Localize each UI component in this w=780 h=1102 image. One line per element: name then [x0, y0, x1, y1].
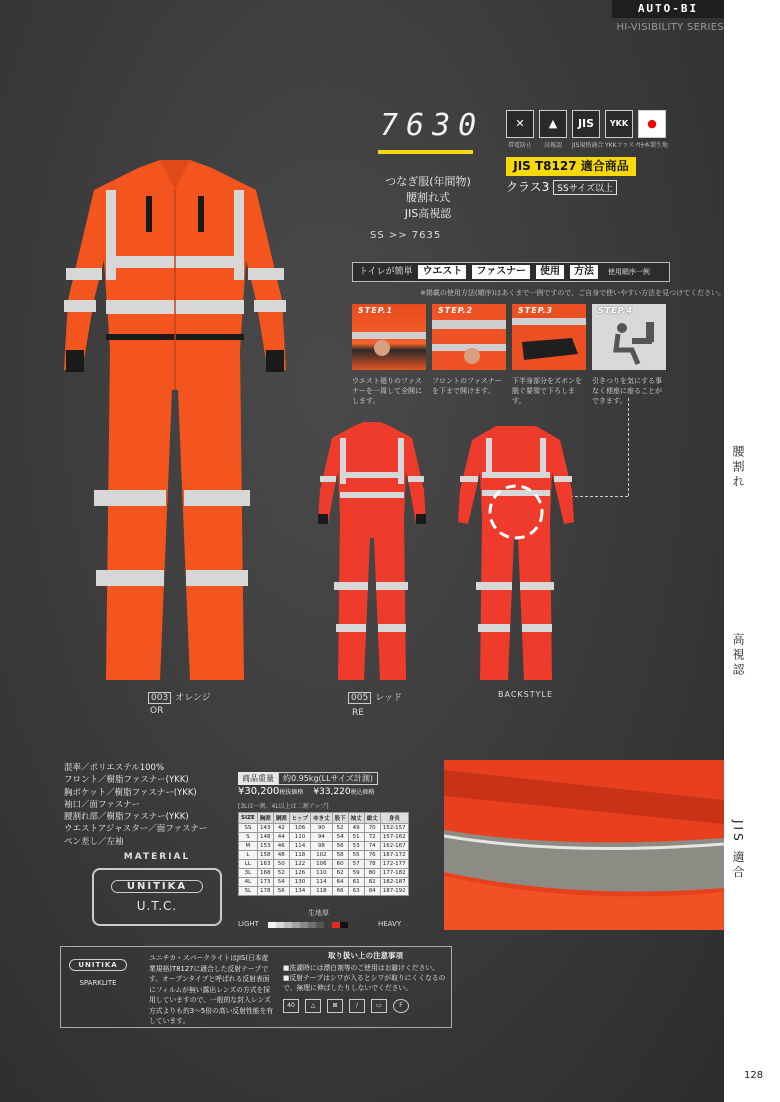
table-cell: 178 — [257, 887, 273, 896]
table-row — [239, 878, 409, 887]
table-cell: ゆき丈 — [311, 813, 333, 824]
list-item: 腰割れ部／樹脂ファスナー(YKK) — [64, 812, 189, 823]
price-note: [3Lは一割、4L以上は二割アップ] — [238, 803, 329, 810]
dry-clean-icon: F — [393, 999, 409, 1013]
table-cell: 157-162 — [380, 833, 408, 842]
table-cell: SS — [239, 824, 258, 833]
table-cell: 177-182 — [380, 869, 408, 878]
table-cell: 84 — [364, 887, 380, 896]
fabric-closeup-image — [444, 760, 724, 930]
series-header: HI-VISIBILITY SERIES — [616, 22, 724, 33]
product-description — [358, 174, 498, 222]
thickness-step — [276, 922, 284, 928]
table-cell: 44 — [273, 833, 289, 842]
table-cell: 52 — [273, 869, 289, 878]
table-cell: LL — [239, 860, 258, 869]
table-cell: 187-192 — [380, 887, 408, 896]
right-index-bar — [724, 0, 780, 1102]
table-cell: 58 — [332, 851, 348, 860]
table-cell: 172-177 — [380, 860, 408, 869]
table-cell: 90 — [311, 824, 333, 833]
page-number: 128 — [744, 1070, 764, 1081]
brand-header: AUTO-BI — [612, 0, 724, 18]
table-cell: 168 — [257, 869, 273, 878]
table-cell: 167-172 — [380, 851, 408, 860]
table-cell: 57 — [348, 860, 364, 869]
thickness-step — [300, 922, 308, 928]
table-cell: 82 — [364, 878, 380, 887]
japan-fabric-icon: ● 日本製生地 — [638, 110, 666, 149]
step-3: STEP.3 下半身部分をズボンを脱ぐ要領で下ろします。 — [512, 304, 586, 406]
table-cell: 4L — [239, 878, 258, 887]
weight-spec: 商品重量 約0.95kg(LLサイズ計測) — [238, 766, 378, 785]
thickness-step — [284, 922, 292, 928]
table-cell: 56 — [273, 887, 289, 896]
list-item: 混率／ポリエステル100% — [64, 763, 165, 773]
antistatic-icon: ✕ 帯電防止 — [506, 110, 534, 149]
care-symbols — [283, 999, 448, 1013]
list-item: 胸ポケット／樹脂ファスナー(YKK) — [64, 787, 197, 798]
usage-note: ※掲載の使用方法(順序)はあくまで一例ですので、ご自身で使いやすい方法を見つけてください。 — [420, 289, 726, 297]
thickness-step — [268, 922, 276, 928]
table-cell: 胴囲 — [273, 813, 289, 824]
table-cell: 106 — [311, 860, 333, 869]
table-cell: ヒップ — [289, 813, 310, 824]
table-cell: 48 — [273, 851, 289, 860]
table-cell: 72 — [364, 833, 380, 842]
table-cell: 50 — [273, 860, 289, 869]
table-cell: 163 — [257, 860, 273, 869]
step-1: STEP.1 ウエスト廻りのファスナーを一周して全開にします。 — [352, 304, 426, 406]
table-row — [239, 833, 409, 842]
table-cell: 134 — [289, 887, 310, 896]
sparklite-logo: UNITIKA SPARKLITE — [69, 959, 127, 987]
desc-line: 腰割れ式 — [406, 191, 450, 204]
table-cell: 152-157 — [380, 824, 408, 833]
table-cell: 60 — [332, 860, 348, 869]
thickness-step — [308, 922, 316, 928]
table-cell: 70 — [364, 824, 380, 833]
toilet-banner: トイレが簡単 ウエスト ファスナー 使用 方法 使用順序一例 — [352, 262, 670, 282]
wash-40-icon: 40 — [283, 999, 299, 1013]
table-cell: 126 — [289, 869, 310, 878]
backstyle-label: BACKSTYLE — [498, 690, 554, 699]
hi-vis-icon: ▲ 高視認 — [539, 110, 567, 149]
table-cell: 64 — [332, 878, 348, 887]
list-item: ペン差し／左袖 — [64, 836, 124, 847]
table-cell: 118 — [289, 851, 310, 860]
table-cell: 158 — [257, 851, 273, 860]
table-cell: 身長 — [380, 813, 408, 824]
table-cell: 62 — [332, 869, 348, 878]
reflective-tape-text: ユニチカ・スパークライトはJIS(日本産業規格)T8127に適合した反射テープです。オープンタイプと呼ばれる反射表面にフィルムが無い露出レンズの方式を採用していますので、一般的な封入レンズ方式よりも約3〜5倍の高い反射性能を有しています。 — [149, 954, 274, 1025]
toilet-pictogram-icon — [592, 304, 666, 370]
care-instructions: 取り扱い上の注意事項 ■洗濯時には漂白剤等のご使用はお避けください。 ■反射テープはシワが入るとシワが取りにくくなるので、無理に伸ばしたりしないでください。 40 △ ⊠ ∕ ▭ F — [283, 951, 448, 1013]
table-cell: 総丈 — [364, 813, 380, 824]
table-cell: 5L — [239, 887, 258, 896]
thickness-step — [316, 922, 324, 928]
category-koshiware: 腰割れ — [731, 445, 745, 490]
table-row — [239, 851, 409, 860]
price: ¥30,200税抜価格 ¥33,220税込価格 — [238, 786, 375, 797]
table-cell: 胸囲 — [257, 813, 273, 824]
thickness-step — [292, 922, 300, 928]
table-cell: 94 — [311, 833, 333, 842]
table-cell: 52 — [332, 824, 348, 833]
table-cell: 66 — [332, 887, 348, 896]
table-cell: 53 — [348, 842, 364, 851]
table-cell: 173 — [257, 878, 273, 887]
thickness-step — [332, 922, 340, 928]
no-tumble-dry-icon: ⊠ — [327, 999, 343, 1013]
thickness-step — [340, 922, 348, 928]
class-label: クラス3 SSサイズ以上 — [506, 178, 617, 195]
table-row — [239, 824, 409, 833]
color-orange-label: 003 オレンジ — [148, 690, 211, 704]
table-row — [239, 860, 409, 869]
table-cell: S — [239, 833, 258, 842]
table-cell: 114 — [289, 842, 310, 851]
desc-line: JIS高視認 — [404, 207, 452, 220]
color-red-label: 005 レッド — [348, 690, 402, 704]
table-cell: 56 — [332, 842, 348, 851]
category-koushinin: 高視認 — [731, 633, 745, 678]
table-header-row — [239, 813, 409, 824]
step-2: STEP.2 フロントのファスナーを下まで開けます。 — [432, 304, 506, 396]
connector-line — [628, 398, 630, 496]
table-cell: SIZE — [239, 813, 258, 824]
table-cell: 股下 — [332, 813, 348, 824]
table-cell: 122 — [289, 860, 310, 869]
table-cell: 148 — [257, 833, 273, 842]
table-cell: 59 — [348, 869, 364, 878]
table-cell: 106 — [289, 824, 310, 833]
model-number: 7630 — [380, 108, 485, 143]
coverall-red-back — [456, 418, 576, 680]
table-cell: 46 — [273, 842, 289, 851]
list-item: ウエストアジャスター／面ファスナー — [64, 824, 208, 835]
material-block: MATERIAL UNITIKA U.T.C. — [92, 852, 222, 926]
table-cell: 51 — [348, 833, 364, 842]
table-cell: M — [239, 842, 258, 851]
ykk-icon: YKK YKKファスナー — [605, 110, 633, 149]
class-size-note: SSサイズ以上 — [553, 180, 617, 195]
table-cell: 61 — [348, 878, 364, 887]
table-row — [239, 887, 409, 896]
size-range: SS >> 7635 — [370, 230, 442, 241]
feature-icons — [506, 110, 669, 149]
table-cell: 80 — [364, 869, 380, 878]
table-cell: 153 — [257, 842, 273, 851]
line-dry-icon: ∕ — [349, 999, 365, 1013]
table-cell: 130 — [289, 878, 310, 887]
table-cell: 143 — [257, 824, 273, 833]
table-cell: 袖丈 — [348, 813, 364, 824]
table-cell: 42 — [273, 824, 289, 833]
size-table — [238, 812, 409, 896]
list-item: フロント／樹脂ファスナー(YKK) — [64, 775, 189, 786]
table-cell: 118 — [311, 887, 333, 896]
table-cell: 54 — [332, 833, 348, 842]
list-item: 袖口／面ファスナー — [64, 799, 141, 810]
desc-line: つなぎ服(年間物) — [385, 175, 471, 188]
table-cell: 74 — [364, 842, 380, 851]
jis-badge: JIS T8127 適合商品 — [506, 157, 636, 176]
table-cell: 114 — [311, 878, 333, 887]
unitika-logo: UNITIKA U.T.C. — [92, 868, 222, 926]
step-4: STEP.4 引きつりを気にする事なく便座に座ることができます。 — [592, 304, 666, 406]
table-cell: 3L — [239, 869, 258, 878]
table-cell: 76 — [364, 851, 380, 860]
table-cell: 98 — [311, 842, 333, 851]
color-red-code: RE — [352, 708, 364, 718]
category-jis: JIS 適合 — [731, 820, 745, 881]
table-cell: 63 — [348, 887, 364, 896]
table-row — [239, 842, 409, 851]
feature-list — [64, 762, 207, 848]
jis-icon: JIS JIS規格適合 — [572, 110, 600, 149]
thickness-step — [324, 922, 332, 928]
table-cell: 102 — [311, 851, 333, 860]
iron-icon: ▭ — [371, 999, 387, 1013]
table-row — [239, 869, 409, 878]
coverall-orange-front — [60, 150, 290, 680]
table-cell: 78 — [364, 860, 380, 869]
table-cell: 55 — [348, 851, 364, 860]
color-orange-code: OR — [150, 706, 164, 716]
coverall-red-front — [316, 418, 428, 680]
care-box — [60, 946, 452, 1028]
thickness-scale — [268, 922, 348, 928]
accent-line — [378, 150, 473, 154]
no-bleach-icon: △ — [305, 999, 321, 1013]
table-cell: 162-167 — [380, 842, 408, 851]
table-cell: 110 — [289, 833, 310, 842]
table-cell: 49 — [348, 824, 364, 833]
table-cell: 182-187 — [380, 878, 408, 887]
table-cell: 110 — [311, 869, 333, 878]
table-cell: L — [239, 851, 258, 860]
table-cell: 54 — [273, 878, 289, 887]
